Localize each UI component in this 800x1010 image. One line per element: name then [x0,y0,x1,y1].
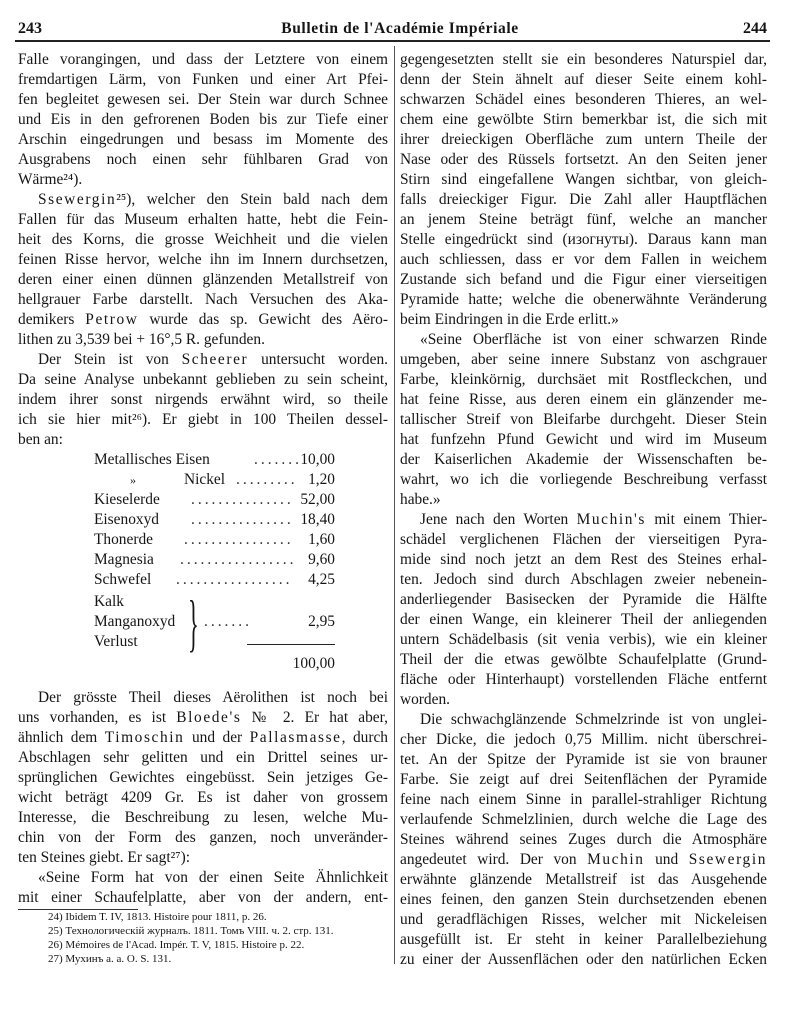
header-rule [15,40,770,42]
text-line: Arschin eingedrungen und besass im Momente des [18,131,388,148]
text-line: Da seine Analyse unbekannt geblieben zu sein scheint, [18,371,388,388]
text-line: hat funfzehn Pfund Gewicht und wird im Museum [400,431,767,448]
text-line: worden. [400,691,451,708]
text-line: Farbe, kleinkörnig, durchsäet mit Rostfleckchen, und [400,371,767,388]
text-line: hat feine Risse, aus deren einem ein glänzender me- [400,391,767,408]
text-line: hellgrauer Farbe darstellt. Nach Versuchen des Aka- [18,291,388,308]
text-line: angedeutet wird. Der von Muchin und Ssewergin [400,851,767,868]
component-name: Kieselerde [94,491,160,508]
right-paragraphs [400,50,767,970]
emphasized-name: Ssewergin [688,851,767,868]
text-line: Falle vorangingen, und dass der Letztere von einem [18,51,388,68]
text-line: ten Steines giebt. Er sagt²⁷): [18,849,190,866]
text-line: mide sind noch jetzt an dem Rest des Steines erhal- [400,551,767,568]
component-value: 1,20 [308,471,335,488]
text-line: Ausgrabens noch einen sehr fühlbaren Grad von [18,151,388,168]
text-line: feine nach einem Sinne in parallel-strahliger Richtung [400,791,767,808]
text-line: beim Eindringen in die Erde erlitt.» [400,311,619,328]
leader-dots: ......... [236,471,298,488]
table-total [18,654,388,674]
column-divider [394,46,395,964]
paragraph [18,688,388,868]
text-line: erwähnte glänzende Metallstreif ist das Ausgehende [400,871,767,888]
component-value: 52,00 [300,491,335,508]
page-number-right: 244 [743,20,767,37]
table-row [18,450,388,470]
emphasized-name: Petrow [85,311,139,328]
component-value: 4,25 [308,571,335,588]
text-line: tallischer Streif von Bleifarbe durchgeht. Dieser Stein [400,411,767,428]
left-paragraphs-before-table [18,50,388,450]
text-line: Pyramide hatte; welche die obenerwähnte Veränderung [400,291,767,308]
text-line: untern Schädelbasis (sit venia verbis), wie ein kleiner [400,631,767,648]
component-name: Manganoxyd [94,613,176,630]
leader-dots: ................ [184,531,294,548]
text-line: feinen Risse hervor, welche ihn im Innern durchsetzen, [18,251,388,268]
component-value: 10,00 [300,451,335,468]
paragraph [18,868,388,908]
brace-glyph: } [188,587,199,658]
text-line: Interesse, die Beschreibung zu lesen, welche Mu- [18,809,388,826]
paragraph [400,330,767,510]
text-line: wicht beträgt 4209 Gr. Es ist daher von grossem [18,789,388,806]
text-line: Fallen für das Museum erhalten hatte, hebt die Fein- [18,211,388,228]
text-line: gegengesetzten stellt sie ein besonderes Naturspiel dar, [400,51,767,68]
text-line: Ssewergin²⁵), welcher den Stein bald nach dem [38,191,388,208]
paragraph [18,350,388,450]
text-line: der einen Wange, ein kleinerer Theil der anliegenden [400,611,767,628]
text-line: Farbe. Sie zeigt auf drei Seitenflächen der Pyramide [400,771,767,788]
text-line: Steines während seines Zuges durch die Atmosphäre [400,831,767,848]
component-name: Kalk [94,593,124,610]
right-column [400,50,767,970]
table-row [18,470,388,490]
leader-dots: ....... [204,613,252,630]
text-line: tet. An der Spitze der Pyramide ist sie von brauner [400,751,767,768]
paragraph [400,710,767,970]
component-name: Verlust [94,633,138,650]
paragraph [400,510,767,710]
text-line: mit einer Schaufelplatte, aber von der andern, ent- [18,889,388,906]
emphasized-name: Bloede's [176,709,242,726]
paragraph [400,50,767,330]
table-row [18,612,388,632]
text-line: und geradflächigen Risses, welcher mit Nickeleisen [400,911,767,928]
leader-dots: ................. [180,551,297,568]
footnote: 27) Мухинъ a. a. O. S. 131. [48,953,172,965]
text-line: Zustande sich befand und die Figur einer vierseitigen [400,271,767,288]
text-line: an jenem Steine beträgt fünf, welche an mancher [400,211,767,228]
left-paragraphs-after-table [18,688,388,908]
text-line: «Seine Oberfläche ist von einer schwarzen Rinde [420,331,767,348]
emphasized-name: Ssewergin [38,191,117,208]
text-line: verlaufende Schmelzlinien, durch welche die Lage des [400,811,767,828]
text-line: Stelle eingedrückt sind (изогнуты). Daraus kann man [400,231,767,248]
text-line: eines feinen, den ganzen Stein durchsetzenden ebenen [400,891,767,908]
text-line: chin von der Form des ganzen, noch unveränder- [18,829,388,846]
text-line: zu einer der Aussenflächen oder den natürlichen Ecken [400,951,767,968]
leader-dots: ............... [191,511,294,528]
footnote: 24) Ibidem T. IV, 1813. Histoire pour 1811, p. 26. [48,911,267,923]
table-row [18,632,388,652]
table-row [18,530,388,550]
emphasized-name: Muchin [587,851,645,868]
left-column [18,50,388,908]
text-line: Jene nach den Worten Muchin's mit einem Thier- [420,511,767,528]
emphasized-name: Muchin's [576,511,647,528]
text-line: deren einer einen dünnen glänzenden Metallstreif von [18,271,388,288]
text-line: fremdartigen Lärm, von Funken und einer Art Pfei- [18,71,388,88]
table-row [18,570,388,590]
text-line: indem ihrer sonst nirgends erwähnt wird, so theile [18,391,388,408]
component-value: 9,60 [308,551,335,568]
table-row [18,550,388,570]
text-line: falls dreieckiger Figur. Die Zahl aller Hauptflächen [400,191,767,208]
emphasized-name: Pallasmasse [249,729,342,746]
text-line: ausgefüllt ist. Er steht in keiner Parallelbeziehung [400,931,767,948]
text-line: chem eine gewölbte Stirn bemerkbar ist, die sich mit [400,111,767,128]
text-line: Theil der die etwas gewölbte Schaufelplatte (Grund- [400,651,767,668]
text-line: heit des Korns, die grosse Weichheit und die vielen [18,231,388,248]
text-line: fläche oder Hinterhaupt) vorstellenden Fläche entfernt [400,671,767,688]
text-line: Der grösste Theil dieses Aërolithen ist noch bei [38,689,388,706]
text-line: auch schliessen, dass er vor dem Fallen in weichem [400,251,767,268]
text-line: Stirn sind eingefallene Wangen sichtbar, von gleich- [400,171,767,188]
leader-dots: ................. [176,571,293,588]
component-name: Schwefel [94,571,152,588]
leader-dots: ....... [254,451,302,468]
component-name: Eisenoxyd [94,511,159,528]
page-number-left: 243 [18,20,42,37]
leader-dots: ............... [191,491,294,508]
text-line: Wärme²⁴). [18,171,83,188]
text-line: lithen zu 3,539 bei + 16°,5 R. gefunden. [18,331,265,348]
ditto-mark: » [130,473,136,487]
text-line: ben an: [18,431,63,448]
emphasized-name: Scheerer [181,351,249,368]
component-name: Nickel [184,471,226,488]
text-line: und Eis in den gefrorenen Boden bis zur Tiefe einer [18,111,388,128]
running-title: Bulletin de l'Académie Impériale [281,20,519,37]
text-line: fen begleitet gewesen sei. Der Stein war durch Schnee [18,91,388,108]
component-name: Magnesia [94,551,154,568]
sum-rule [247,644,335,645]
table-row [18,490,388,510]
table-row [18,592,388,612]
analysis-table [18,450,388,688]
text-line: schwarzen Schädel eines besonderen Thieres, an wel- [400,91,767,108]
paragraph [18,50,388,190]
table-row [18,510,388,530]
footnote: 25) Технологическiй журналъ. 1811. Томъ VIII. ч. 2. стр. 131. [48,925,334,937]
text-line: denn der Stein ähnelt auf dieser Seite einem kohl- [400,71,767,88]
text-line: «Seine Form hat von der einen Seite Ähnlichkeit [38,869,388,886]
text-line: Der Stein ist von Scheerer untersucht worden. [38,351,388,368]
component-value: 18,40 [300,511,335,528]
text-line: habe.» [400,491,441,508]
text-line: der Kaiserlichen Akademie der Wissenschaften be- [400,451,767,468]
text-line: wahrt, wo ich die vorliegende Beschreibung verfasst [400,471,767,488]
text-line: schädel verglichenen Flächen der vierseitigen Pyra- [400,531,767,548]
footnote: 26) Mémoires de l'Acad. Impér. T. V, 1815. Histoire p. 22. [48,939,305,951]
component-name: Metallisches Eisen [94,451,210,468]
text-line: ihrer dreieckigen Oberfläche zum untern Theile der [400,131,767,148]
component-name: Thonerde [94,531,153,548]
text-line: Nase oder des Rüssels fortsetzt. An den Seiten jener [400,151,767,168]
text-line: Die schwachglänzende Schmelzrinde ist von unglei- [420,711,767,728]
text-line: uns vorhanden, es ist Bloede's № 2. Er hat aber, [18,709,388,726]
text-line: umgeben, aber seine innere Substanz von aschgrauer [400,351,767,368]
text-line: demikers Petrow wurde das sp. Gewicht des Aëro- [18,311,388,328]
text-line: anderliegender Basisecken der Pyramide die Hälfte [400,591,767,608]
component-value: 2,95 [308,613,335,630]
text-line: ten. Jedoch sind durch Abschlagen zweier nebenein- [400,571,767,588]
emphasized-name: Timoschin [104,729,185,746]
total-value: 100,00 [292,655,335,672]
text-line: cher Dicke, die jedoch 0,75 Millim. nicht überschrei- [400,731,767,748]
component-value: 1,60 [308,531,335,548]
text-line: ähnlich dem Timoschin und der Pallasmasse, durch [18,729,388,746]
text-line: sprünglichen Gewichtes eingebüsst. Sein jetziges Ge- [18,769,388,786]
text-line: ich sie hier mit²⁶). Er giebt in 100 Theilen dessel- [18,411,388,428]
text-line: Abschlagen sehr gelitten und ein Drittel seines ur- [18,749,388,766]
paragraph [18,190,388,350]
